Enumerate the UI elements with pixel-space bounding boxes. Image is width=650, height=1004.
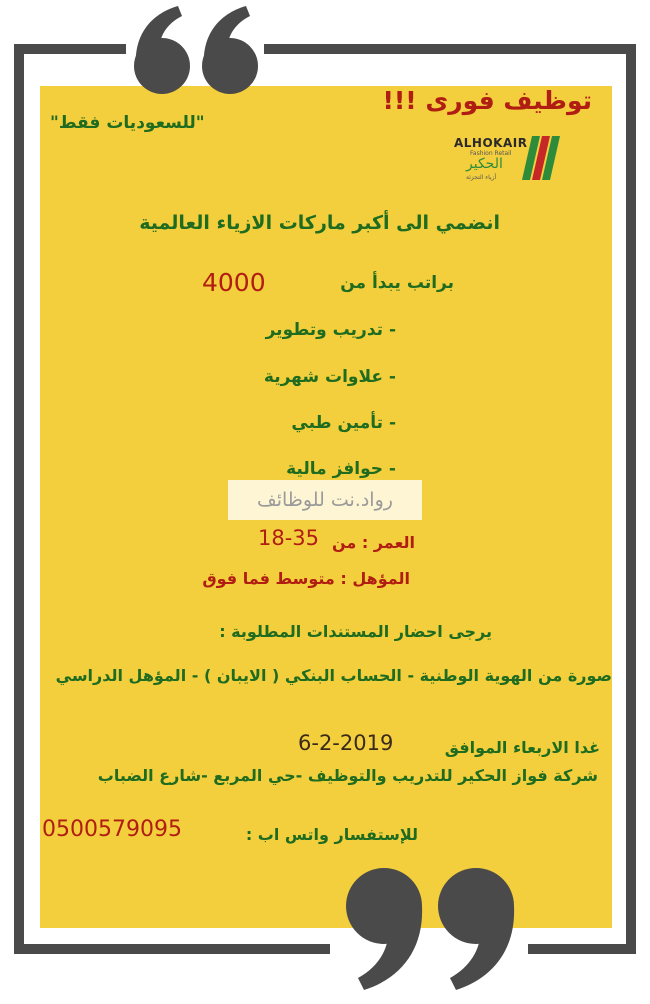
alhokair-logo — [452, 130, 562, 186]
intro-line: انضمي الى أكبر ماركات الازياء العالمية — [139, 212, 500, 234]
benefit-item: - علاوات شهرية — [263, 367, 396, 387]
documents-list: صورة من الهوية الوطنية - الحساب البنكي ( الايبان ) - المؤهل الدراسي — [55, 666, 612, 685]
site-watermark: رواد.نت للوظائف — [228, 480, 422, 520]
age-range: 18-35 — [258, 526, 320, 550]
logo-latin-name: ALHOKAIR — [454, 136, 528, 150]
urgent-hiring-title: توظيف فورى !!! — [382, 86, 592, 115]
qualification-line: المؤهل : متوسط فما فوق — [202, 569, 410, 588]
frame-bottom-right — [528, 944, 636, 954]
salary-label: براتب يبدأ من — [340, 273, 454, 293]
frame-bottom-left — [14, 944, 330, 954]
saudi-only-note: "للسعوديات فقط" — [50, 113, 205, 133]
schedule-label: غدا الاربعاء الموافق — [444, 738, 600, 757]
logo-arabic-name: الحكير — [466, 156, 503, 172]
frame-top-left — [14, 44, 126, 54]
close-quote-icon — [332, 862, 528, 996]
benefit-item: - تدريب وتطوير — [265, 320, 396, 340]
frame-top-right — [264, 44, 636, 54]
address-line: شركة فواز الحكير للتدريب والتوظيف -حي المربع -شارع الضباب — [97, 766, 598, 785]
schedule-date: 6-2-2019 — [298, 731, 394, 755]
age-label: العمر : من — [331, 533, 415, 552]
documents-label: يرجى احضار المستندات المطلوبة : — [219, 622, 492, 641]
contact-phone: 0500579095 — [42, 817, 182, 842]
benefit-item: - تأمين طبي — [291, 413, 396, 433]
logo-arabic-sub: أزياء التجزئة — [466, 174, 497, 181]
contact-label: للإستفسار واتس اب : — [245, 825, 418, 844]
open-quote-icon — [124, 2, 268, 100]
frame-left — [14, 44, 24, 954]
frame-right — [626, 44, 636, 954]
benefit-item: - حوافز مالية — [286, 459, 396, 479]
logo-stripes-icon — [522, 136, 560, 180]
salary-amount: 4000 — [202, 268, 266, 297]
logo-latin-sub: Fashion Retail — [470, 150, 512, 157]
